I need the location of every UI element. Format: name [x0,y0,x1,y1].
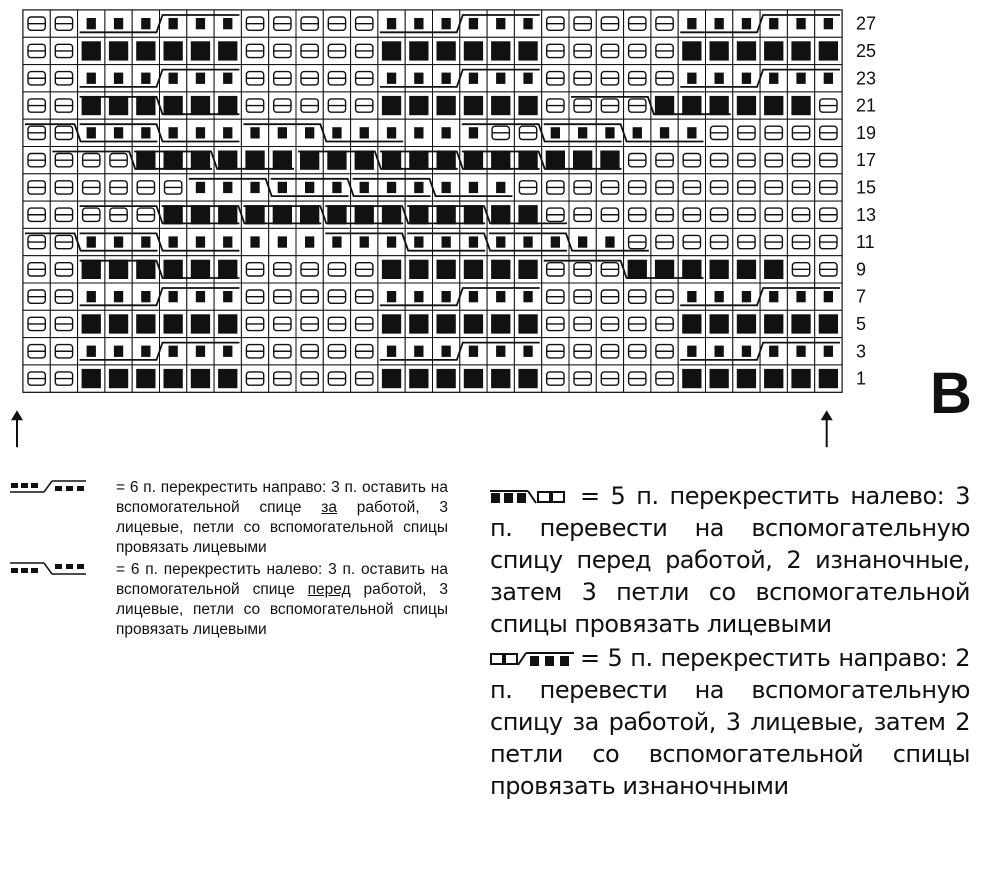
knit-symbol [742,291,751,302]
knit-symbol [414,73,423,84]
knit-symbol [682,41,701,60]
knit-symbol [82,41,101,60]
knit-symbol [387,291,396,302]
knit-symbol [715,73,724,84]
knit-symbol [824,73,833,84]
knit-symbol [791,369,810,388]
knit-symbol [496,18,505,29]
knit-symbol [414,291,423,302]
chart-row [23,92,842,119]
knit-symbol [164,260,183,279]
knit-symbol [491,369,510,388]
knit-symbol [491,41,510,60]
knit-symbol [136,151,155,170]
knit-symbol [409,41,428,60]
legend-underline: за [321,499,337,516]
knit-symbol [169,291,178,302]
knit-symbol [141,18,150,29]
knit-symbol [409,369,428,388]
knit-symbol [87,127,96,138]
knit-symbol [136,369,155,388]
knit-symbol [764,41,783,60]
knit-symbol [305,182,314,193]
knit-symbol [687,18,696,29]
side-letter: B [930,361,972,426]
row-number: 3 [856,341,867,362]
knit-symbol [796,346,805,357]
knit-symbol [496,182,505,193]
knit-symbol [442,291,451,302]
knit-symbol [223,18,232,29]
knit-symbol [218,151,237,170]
cable5-left-icon [490,489,576,505]
knit-symbol [114,346,123,357]
knit-symbol [141,291,150,302]
knit-symbol [496,73,505,84]
legend-item-cable5-right [490,642,970,802]
knit-symbol [82,96,101,115]
knit-symbol [715,18,724,29]
knit-symbol [496,291,505,302]
knit-symbol [655,260,674,279]
knit-symbol [710,260,729,279]
arrow-head [821,410,833,420]
knit-symbol [300,151,319,170]
knit-symbol [196,73,205,84]
legend-right [490,480,970,804]
knit-symbol [387,18,396,29]
knit-symbol [469,18,478,29]
knit-symbol [218,260,237,279]
knit-symbol [164,151,183,170]
knit-symbol [469,236,478,247]
knit-symbol [710,369,729,388]
knit-symbol [223,291,232,302]
knit-symbol [496,346,505,357]
knit-symbol [682,96,701,115]
knit-symbol [605,236,614,247]
knit-symbol [442,73,451,84]
knit-symbol [87,236,96,247]
knit-symbol [737,96,756,115]
legend-text-after: работой, 3 лицевые, петли со вспомогательной спицы провязать лицевыми [116,581,448,638]
knit-symbol [737,369,756,388]
knit-symbol [114,291,123,302]
knit-symbol [518,151,537,170]
knit-symbol [491,314,510,333]
knit-symbol [660,127,669,138]
knit-symbol [218,205,237,224]
knit-symbol [250,182,259,193]
row-number: 5 [856,313,867,334]
knit-symbol [196,18,205,29]
legend-item-cable5-left [490,480,970,640]
row-number: 7 [856,286,867,307]
knit-symbol [737,260,756,279]
knit-symbol [518,314,537,333]
knit-symbol [715,346,724,357]
knit-symbol [223,236,232,247]
knit-symbol [109,41,128,60]
knit-symbol [737,314,756,333]
knit-symbol [742,73,751,84]
knit-symbol [551,236,560,247]
knit-symbol [796,18,805,29]
knit-symbol [518,96,537,115]
knit-symbol [437,41,456,60]
knit-symbol [169,18,178,29]
knit-symbol [273,205,292,224]
knit-symbol [300,205,319,224]
knit-symbol [523,236,532,247]
knit-symbol [141,73,150,84]
knit-symbol [223,127,232,138]
knit-symbol [523,18,532,29]
legend-left [8,478,448,642]
knit-symbol [437,96,456,115]
knit-symbol [523,346,532,357]
chart-row [23,228,842,255]
knit-symbol [305,127,314,138]
knit-symbol [136,96,155,115]
knit-symbol [600,151,619,170]
knit-symbol [409,96,428,115]
knit-symbol [437,314,456,333]
knit-symbol [414,182,423,193]
knit-symbol [382,41,401,60]
knit-symbol [387,127,396,138]
row-number: 17 [856,150,877,171]
knit-symbol [710,314,729,333]
knit-symbol [387,182,396,193]
knit-symbol [136,314,155,333]
knit-symbol [769,73,778,84]
chart-row [23,256,842,283]
row-number: 1 [856,368,867,389]
knit-symbol [518,260,537,279]
cable6-right-icon [10,480,114,496]
knit-symbol [414,18,423,29]
knit-symbol [218,96,237,115]
cable5-right-icon [490,651,576,667]
knit-symbol [464,41,483,60]
chart-row [23,147,842,174]
knit-symbol [114,236,123,247]
knit-symbol [791,96,810,115]
knit-symbol [573,151,592,170]
knit-symbol [437,260,456,279]
cable6-left-icon [10,562,114,578]
knit-symbol [469,346,478,357]
knit-symbol [628,260,647,279]
knit-symbol [791,41,810,60]
knit-symbol [682,314,701,333]
knit-symbol [114,127,123,138]
legend-text: = 6 п. перекрестить налево: 3 п. оставить на вспомогательной спице [116,561,448,598]
knit-symbol [551,127,560,138]
knit-symbol [87,73,96,84]
knit-symbol [409,205,428,224]
legend-text: = 5 п. перекрестить направо: 2 п. перевести на вспомогательную спицу за работой, 3 лицевые, затем 2 петли со вспомогательной спицы провязать изнаночными [490,644,970,800]
knit-symbol [82,314,101,333]
knit-symbol [769,291,778,302]
knit-symbol [414,127,423,138]
knit-symbol [109,369,128,388]
row-number: 23 [856,68,877,89]
knit-symbol [819,314,838,333]
knit-symbol [82,260,101,279]
knit-symbol [327,205,346,224]
knit-symbol [655,96,674,115]
knit-symbol [109,96,128,115]
legend-text-after: работой, 3 лицевые, петли со вспомогательной спицы провязать лицевыми [116,499,448,556]
knit-symbol [332,236,341,247]
knit-symbol [191,96,210,115]
row-number: 27 [856,13,877,34]
knit-symbol [496,236,505,247]
knit-symbol [218,41,237,60]
knit-symbol [437,369,456,388]
knit-symbol [245,151,264,170]
knit-symbol [518,369,537,388]
knit-symbol [245,205,264,224]
row-number: 11 [856,232,875,253]
knit-symbol [464,314,483,333]
knit-symbol [791,314,810,333]
knit-symbol [710,41,729,60]
knit-symbol [191,151,210,170]
arrow-head [11,410,23,420]
knit-symbol [491,96,510,115]
chart-row [23,174,842,201]
knit-symbol [824,18,833,29]
knit-symbol [164,205,183,224]
knit-symbol [715,291,724,302]
knit-symbol [409,151,428,170]
knit-symbol [273,151,292,170]
knit-symbol [469,73,478,84]
knit-symbol [196,182,205,193]
knit-symbol [769,346,778,357]
knit-symbol [687,73,696,84]
knit-symbol [469,182,478,193]
knit-symbol [682,260,701,279]
knit-symbol [191,205,210,224]
knit-symbol [442,18,451,29]
chart-row [23,283,842,310]
knit-symbol [382,205,401,224]
knit-symbol [382,96,401,115]
knit-symbol [824,346,833,357]
knit-symbol [442,346,451,357]
knit-symbol [523,291,532,302]
knit-symbol [464,205,483,224]
knit-symbol [250,236,259,247]
knit-symbol [82,369,101,388]
chart-row [23,338,842,365]
knit-symbol [518,41,537,60]
knit-symbol [491,260,510,279]
knit-symbol [819,369,838,388]
knit-symbol [223,346,232,357]
knit-symbol [87,346,96,357]
knit-symbol [409,314,428,333]
knit-symbol [191,41,210,60]
knit-symbol [387,236,396,247]
knit-symbol [223,182,232,193]
knit-symbol [164,369,183,388]
knit-symbol [191,260,210,279]
knit-symbol [169,127,178,138]
row-number: 19 [856,122,877,143]
knit-symbol [164,96,183,115]
chart-row [23,10,842,37]
knit-symbol [109,260,128,279]
knit-symbol [682,369,701,388]
row-number: 13 [856,204,877,225]
knit-symbol [141,346,150,357]
knit-symbol [114,73,123,84]
knit-symbol [409,260,428,279]
knit-symbol [382,314,401,333]
knit-symbol [464,260,483,279]
knit-symbol [87,291,96,302]
knit-symbol [605,127,614,138]
knit-symbol [633,127,642,138]
knit-symbol [764,369,783,388]
knit-symbol [136,260,155,279]
chart-row [23,365,842,392]
knit-symbol [332,127,341,138]
legend-item-cable6-left [8,560,448,640]
knit-symbol [332,182,341,193]
knit-symbol [141,236,150,247]
knit-symbol [382,369,401,388]
knit-symbol [250,127,259,138]
knit-symbol [437,205,456,224]
chart-row [23,119,842,146]
knit-symbol [464,96,483,115]
knit-symbol [491,151,510,170]
knit-symbol [687,127,696,138]
knit-symbol [437,151,456,170]
legend-item-cable6-right [8,478,448,558]
knit-symbol [710,96,729,115]
knit-symbol [360,127,369,138]
chart-row [23,65,842,92]
row-number: 21 [856,95,877,116]
knit-symbol [164,314,183,333]
knit-symbol [196,346,205,357]
knit-symbol [109,314,128,333]
row-number: 9 [856,259,867,280]
knit-symbol [442,236,451,247]
knit-symbol [687,346,696,357]
knit-symbol [360,236,369,247]
knit-symbol [523,73,532,84]
legend-text: = 6 п. перекрестить направо: 3 п. оставить на вспомогательной спице [116,479,448,516]
knit-symbol [136,41,155,60]
knit-symbol [387,73,396,84]
knit-symbol [360,182,369,193]
chart-row [23,201,842,228]
knit-symbol [169,236,178,247]
knit-symbol [218,314,237,333]
knit-symbol [355,151,374,170]
knit-symbol [196,236,205,247]
knit-symbol [278,182,287,193]
knit-symbol [191,369,210,388]
knit-symbol [464,369,483,388]
knit-symbol [141,127,150,138]
knit-symbol [218,369,237,388]
legend-underline: перед [307,581,351,598]
knit-symbol [278,127,287,138]
knit-symbol [382,151,401,170]
knit-symbol [169,73,178,84]
knit-symbol [355,205,374,224]
knit-symbol [764,314,783,333]
knit-symbol [796,73,805,84]
knit-symbol [819,41,838,60]
knit-symbol [87,18,96,29]
knit-symbol [546,151,565,170]
knit-symbol [469,127,478,138]
knit-symbol [223,73,232,84]
row-number: 25 [856,40,877,61]
knit-symbol [414,236,423,247]
knit-symbol [742,18,751,29]
row-number: 15 [856,177,877,198]
knit-symbol [114,18,123,29]
knit-symbol [327,151,346,170]
knit-symbol [464,151,483,170]
knit-symbol [578,236,587,247]
knit-symbol [687,291,696,302]
knit-symbol [769,18,778,29]
knit-symbol [191,314,210,333]
legend-text: = 5 п. перекрестить налево: 3 п. перевести на вспомогательную спицу перед работой, 2 изнаночные, затем 3 петли со вспомогательной спицы провязать лицевыми [490,482,970,638]
knit-symbol [169,346,178,357]
knit-symbol [442,182,451,193]
chart-row [23,310,842,337]
knit-symbol [764,260,783,279]
chart-row [23,37,842,64]
knit-symbol [196,127,205,138]
knit-symbol [737,41,756,60]
knit-symbol [387,346,396,357]
knit-symbol [305,236,314,247]
knit-symbol [442,127,451,138]
knit-symbol [764,96,783,115]
knit-symbol [164,41,183,60]
knit-symbol [278,236,287,247]
knit-symbol [578,127,587,138]
knit-symbol [491,205,510,224]
knit-symbol [796,291,805,302]
knit-symbol [824,291,833,302]
knit-symbol [742,346,751,357]
knit-symbol [382,260,401,279]
knit-symbol [518,205,537,224]
knit-symbol [414,346,423,357]
knit-symbol [196,291,205,302]
knit-symbol [469,291,478,302]
